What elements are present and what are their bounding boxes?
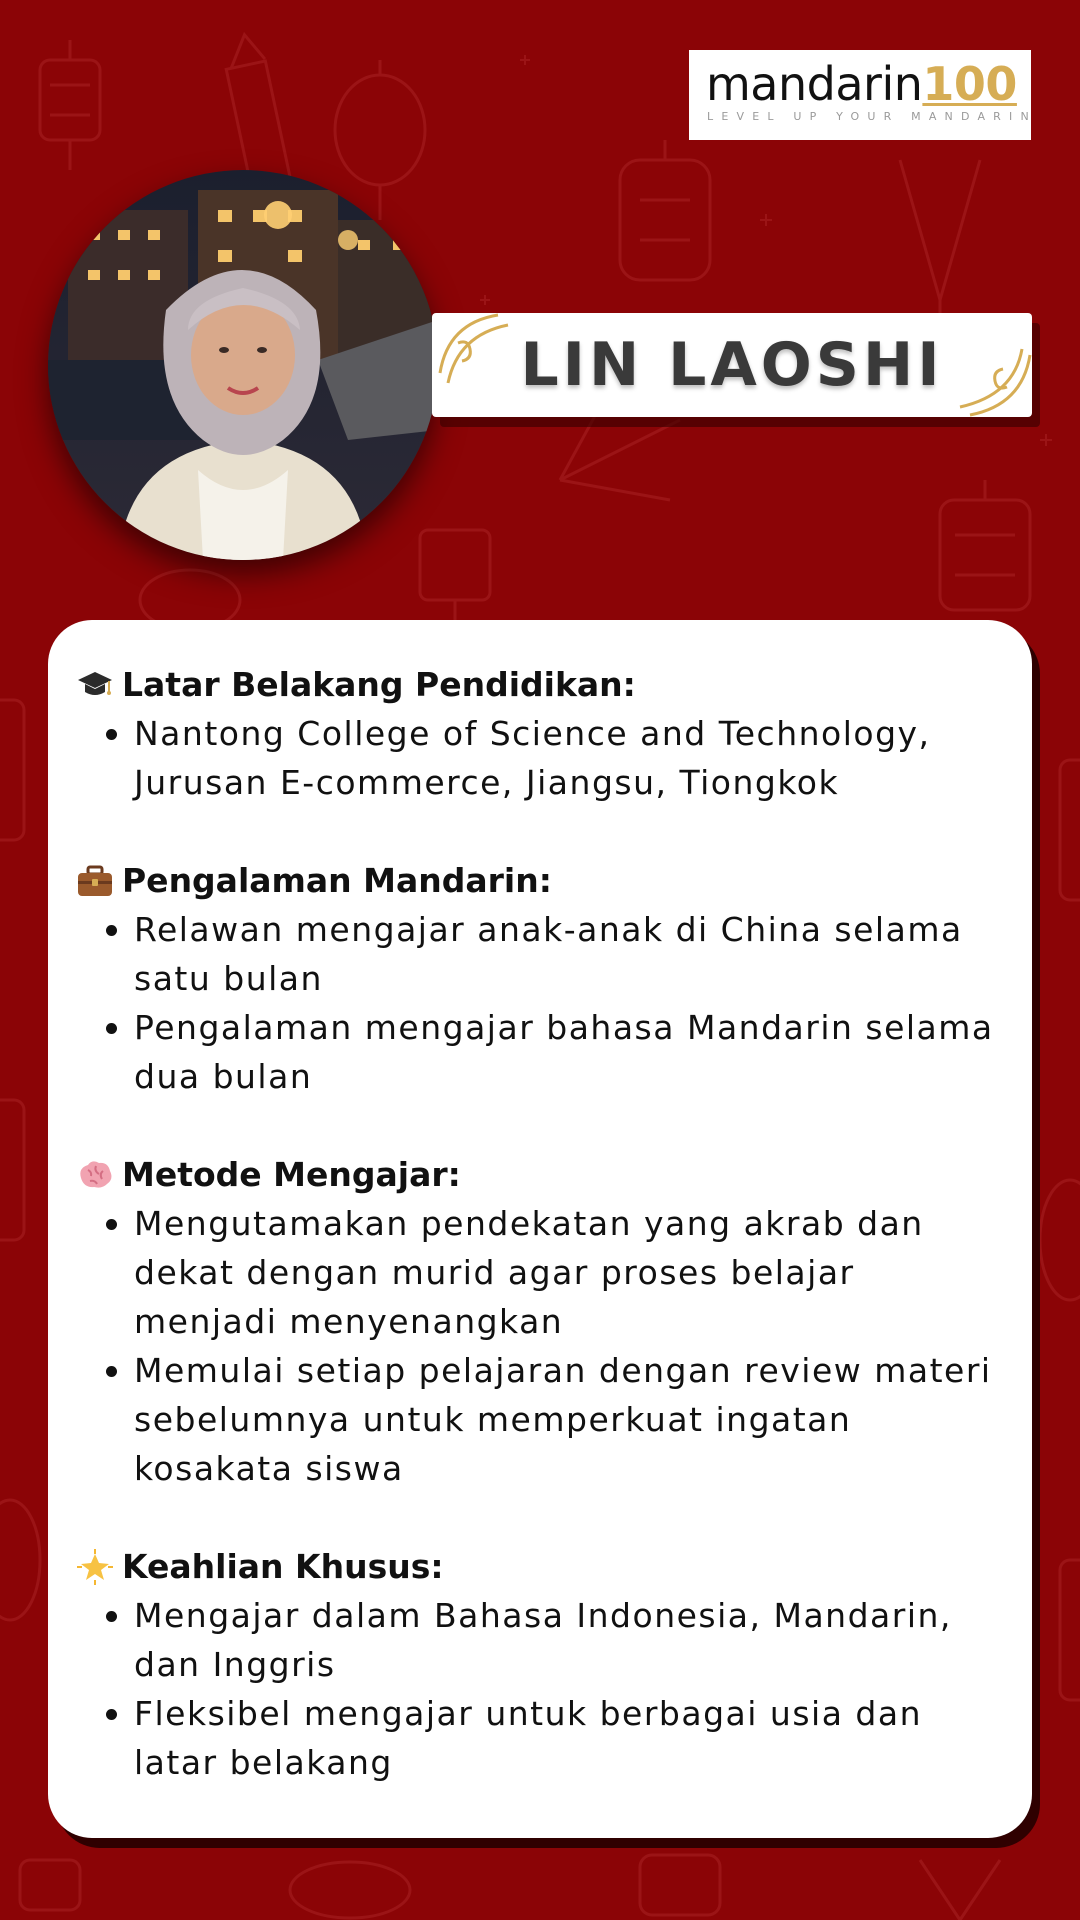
section-title: Keahlian Khusus: xyxy=(76,1542,1004,1591)
list-item: Relawan mengajar anak-anak di China selama satu bulan xyxy=(76,905,1004,1003)
bullet-list xyxy=(76,1591,1004,1787)
section-title: Metode Mengajar: xyxy=(76,1150,1004,1199)
section-title: Pengalaman Mandarin: xyxy=(76,856,1004,905)
teacher-photo xyxy=(48,170,438,560)
name-banner xyxy=(432,313,1032,417)
section-special-skills xyxy=(76,1542,1004,1787)
section-title: Latar Belakang Pendidikan: xyxy=(76,660,1004,709)
brain-icon xyxy=(76,1156,114,1194)
bullet-list xyxy=(76,905,1004,1101)
list-item: Memulai setiap pelajaran dengan review materi sebelumnya untuk memperkuat ingatan kosakata siswa xyxy=(76,1346,1004,1493)
section-experience xyxy=(76,856,1004,1101)
section-teaching-method xyxy=(76,1150,1004,1493)
list-item: Mengajar dalam Bahasa Indonesia, Mandarin, dan Inggris xyxy=(76,1591,1004,1689)
teacher-profile-card xyxy=(48,620,1032,1838)
section-education xyxy=(76,660,1004,807)
list-item: Fleksibel mengajar untuk berbagai usia dan latar belakang xyxy=(76,1689,1004,1787)
teacher-name: LIN LAOSHI xyxy=(520,330,944,400)
brand-logo xyxy=(689,50,1037,140)
list-item: Mengutamakan pendekatan yang akrab dan dekat dengan murid agar proses belajar menjadi menyenangkan xyxy=(76,1199,1004,1346)
list-item: Pengalaman mengajar bahasa Mandarin selama dua bulan xyxy=(76,1003,1004,1101)
logo-wordmark: mandarin100 xyxy=(706,57,1017,111)
star-icon xyxy=(76,1548,114,1586)
bullet-list xyxy=(76,1199,1004,1493)
briefcase-icon xyxy=(76,862,114,900)
logo-tagline: LEVEL UP YOUR MANDARIN xyxy=(707,110,1037,123)
list-item: Nantong College of Science and Technology, Jurusan E-commerce, Jiangsu, Tiongkok xyxy=(76,709,1004,807)
graduation-cap-icon xyxy=(76,666,114,704)
bullet-list xyxy=(76,709,1004,807)
